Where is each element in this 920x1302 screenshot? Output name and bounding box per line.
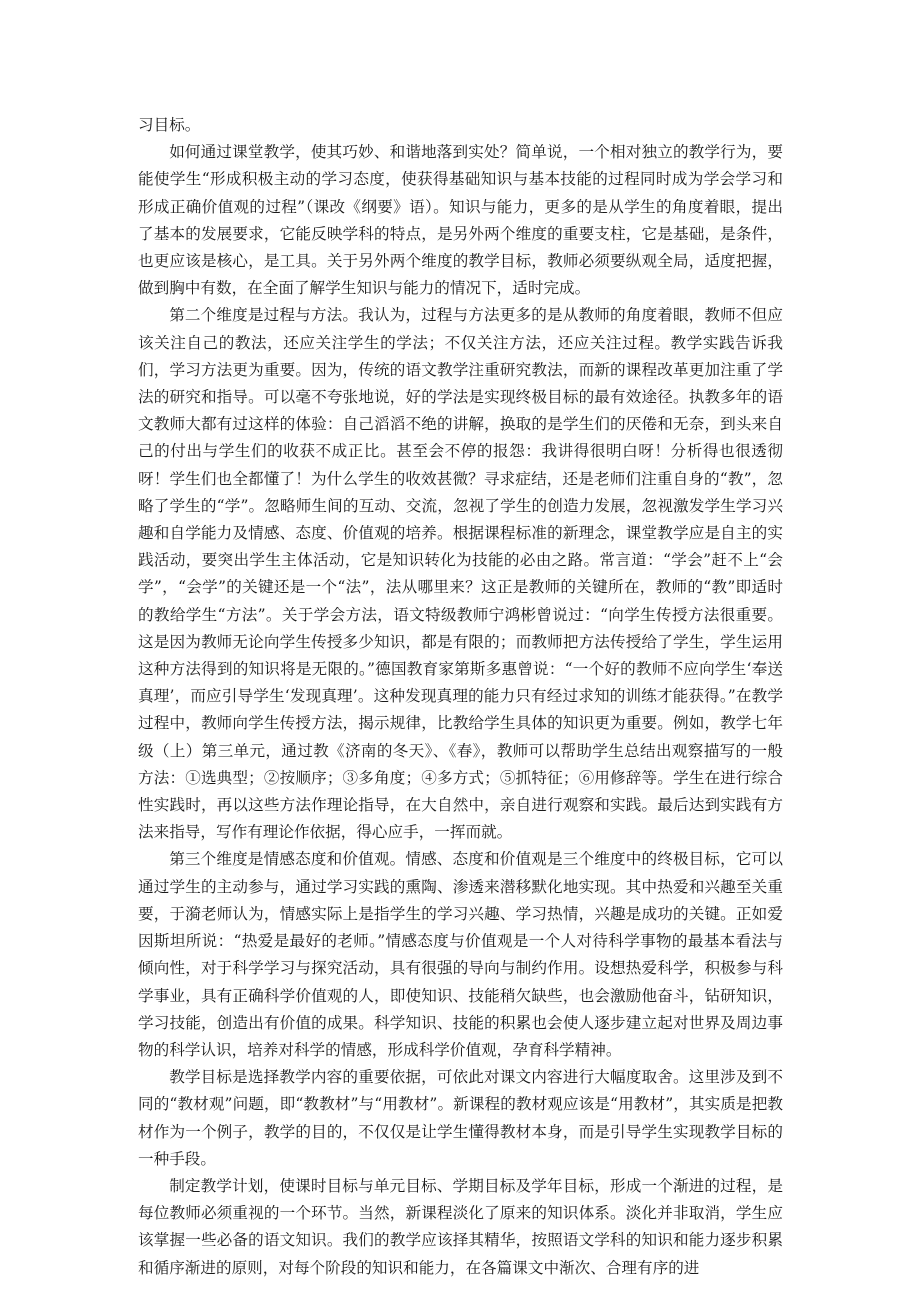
paragraph-process-method: 第二个维度是过程与方法。我认为，过程与方法更多的是从教师的角度着眼，教师不但应该关注自己的教法，还应关注学生的学法；不仅关注方法，还应关注过程。教学实践告诉我们，学习方法更为重要。因为，传统的语文教学注重研究教法，而新的课程改革更加注重了学法的研究和指导。可以毫不夸张地说，好的学法是实现终极目标的最有效途径。执教多年的语文教师大都有过这样的体验：自己滔滔不绝的讲解，换取的是学生们的厌倦和无奈，到头来自己的付出与学生们的收获不成正比。甚至会不停的报怨：我讲得很明白呀！分析得也很透彻呀！学生们也全都懂了！为什么学生的收效甚微？寻求症结，还是老师们注重自身的“教”，忽略了学生的“学”。忽略师生间的互动、交流，忽视了学生的创造力发展，忽视激发学生学习兴趣和自学能力及情感、态度、价值观的培养。根据课程标准的新理念，课堂教学应是自主的实践活动，要突出学生主体活动，它是知识转化为技能的必由之路。常言道：“学会”赶不上“会学”，“会学”的关键还是一个“法”，法从哪里来？这正是教师的关键所在，教师的“教”即适时的教给学生“方法”。关于学会方法，语文特级教师宁鸿彬曾说过：“向学生传授方法很重要。这是因为教师无论向学生传授多少知识，都是有限的；而教师把方法传授给了学生，学生运用这种方法得到的知识将是无限的。”德国教育家第斯多惠曾说：“一个好的教师不应向学生‘奉送真理’，而应引导学生‘发现真理’。这种发现真理的能力只有经过求知的训练才能获得。”在教学过程中，教师向学生传授方法，揭示规律，比教给学生具体的知识更为重要。例如，教学七年级（上）第三单元，通过教《济南的冬天》、《春》，教师可以帮助学生总结出观察描写的一般方法：①选典型；②按顺序；③多角度；④多方式；⑤抓特征；⑥用修辞等。学生在进行综合性实践时，再以这些方法作理论指导，在大自然中，亲自进行观察和实践。最后达到实践有方法来指导，写作有理论作依据，得心应手，一挥而就。 — [138, 306, 783, 842]
paragraph-teaching-materials: 教学目标是选择教学内容的重要依据，可依此对课文内容进行大幅度取舍。这里涉及到不同的“教材观”问题，即“教教材”与“用教材”。新课程的教材观应该是“用教材”，其实质是把教材作为一个例子，教学的目的，不仅仅是让学生懂得教材本身，而是引导学生实现教学目标的一种手段。 — [138, 1068, 783, 1168]
paragraph-teaching-plan: 制定教学计划，使课时目标与单元目标、学期目标及学年目标，形成一个渐进的过程，是每位教师必须重视的一个环节。当然，新课程淡化了原来的知识体系。淡化并非取消，学生应该掌握一些必备的语文知识。我们的教学应该择其精华，按照语文学科的知识和能力逐步积累和循序渐进的原则，对每个阶段的知识和能力，在各篇课文中渐次、合理有序的进 — [138, 1176, 783, 1277]
paragraph-emotion-values: 第三个维度是情感态度和价值观。情感、态度和价值观是三个维度中的终极目标，它可以通过学生的主动参与，通过学习实践的熏陶、渗透来潜移默化地实现。其中热爱和兴趣至关重要，于漪老师认为，情感实际上是指学生的学习兴趣、学习热情，兴趣是成功的关键。正如爱因斯坦所说：“热爱是最好的老师。”情感态度与价值观是一个人对待科学事物的最基本看法与倾向性，对于科学学习与探究活动，具有很强的导向与制约作用。设想热爱科学，积极参与科学事业，具有正确科学价值观的人，即使知识、技能稍欠缺些，也会激励他奋斗，钻研知识，学习技能，创造出有价值的成果。科学知识、技能的积累也会使人逐步建立起对世界及周边事物的科学认识，培养对科学的情感，形成科学价值观，孕育科学精神。 — [138, 850, 783, 1059]
paragraph-knowledge-ability: 如何通过课堂教学，使其巧妙、和谐地落到实处？简单说，一个相对独立的教学行为，要能使学生“形成积极主动的学习态度，使获得基础知识与基本技能的过程同时成为学会学习和形成正确价值观的过程”（课改《纲要》语）。知识与能力，更多的是从学生的角度着眼，提出了基本的发展要求，它能反映学科的特点，是另外两个维度的重要支柱，它是基础，是条件，也更应该是核心，是工具。关于另外两个维度的教学目标，教师必须要纵观全局，适度把握，做到胸中有数，在全面了解学生知识与能力的情况下，适时完成。 — [138, 143, 783, 298]
document-body — [138, 112, 783, 1282]
paragraph-continued: 习目标。 — [138, 116, 201, 134]
